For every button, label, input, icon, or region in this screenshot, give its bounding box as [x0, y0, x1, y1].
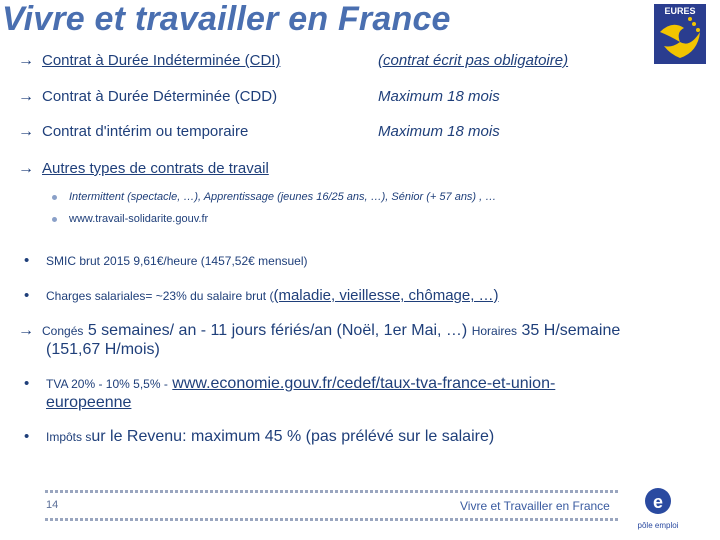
arrow-icon: →: [18, 322, 34, 339]
contract-row-cdd: [18, 88, 277, 106]
impots-line: [46, 428, 494, 446]
arrow-icon: →: [18, 123, 34, 140]
horaires-text: 35 H/semaine: [521, 322, 621, 339]
impots-label: Impôts s: [46, 430, 92, 444]
list-item-text: Intermittent (spectacle, …), Apprentissage (jeunes 16/25 ans, …), Sénior (+ 57 ans) , …: [69, 191, 497, 203]
tva-label: TVA 20% - 10% 5,5% -: [46, 377, 168, 391]
contract-label: Contrat d'intérim ou temporaire: [42, 123, 249, 140]
footer-divider-bottom: [45, 518, 620, 521]
list-item: [52, 213, 208, 225]
tva-link-continued[interactable]: europeenne: [46, 394, 132, 411]
contract-row-interim: [18, 123, 248, 141]
slide-title: Vivre et travailler en France: [2, 0, 451, 38]
list-item: [52, 191, 496, 203]
link-travail-solidarite[interactable]: www.travail-solidarite.gouv.fr: [69, 213, 209, 225]
arrow-icon: →: [18, 88, 34, 105]
other-contracts-label: Autres types de contrats de travail: [42, 160, 269, 177]
eures-logo: [650, 2, 710, 66]
page-number: 14: [46, 499, 59, 511]
arrow-icon: →: [18, 52, 34, 69]
conges-label: Congés: [42, 324, 84, 338]
footer-divider-top: [45, 490, 620, 493]
charges-text: Charges salariales= ~23% du salaire brut (: [46, 289, 274, 303]
contract-detail: Maximum 18 mois: [378, 123, 500, 140]
conges-line: [18, 322, 620, 340]
tva-link[interactable]: www.economie.gouv.fr/cedef/taux-tva-france-et-union-: [172, 375, 556, 392]
charges-line: [46, 287, 499, 305]
horaires-label: Horaires: [471, 324, 518, 338]
footer-brand: Vivre et Travailler en France: [460, 499, 610, 513]
eures-logo-text: EURES: [664, 6, 696, 16]
contract-detail: Maximum 18 mois: [378, 88, 500, 105]
pole-emploi-logo: [636, 484, 682, 536]
bullet-icon: •: [24, 252, 30, 269]
smic-text: SMIC brut 2015 9,61€/heure (1457,52€ mensuel): [46, 254, 308, 268]
tva-line: [46, 375, 555, 393]
charges-detail: (maladie, vieillesse, chômage, …): [273, 287, 499, 304]
bullet-icon: •: [24, 287, 30, 304]
contract-label: Contrat à Durée Indéterminée (CDI): [42, 52, 281, 69]
svg-text:e: e: [652, 492, 664, 512]
conges-text: 5 semaines/ an - 11 jours fériés/an (Noël, 1er Mai, …): [87, 322, 468, 339]
bullet-icon: [52, 195, 57, 200]
contract-label: Contrat à Durée Déterminée (CDD): [42, 88, 278, 105]
impots-text: ur le Revenu: maximum 45 % (pas prélévé sur le salaire): [91, 428, 495, 445]
bullet-icon: •: [24, 428, 30, 445]
horaires-mensuel: (151,67 H/mois): [46, 341, 160, 358]
bullet-icon: [52, 217, 57, 222]
contract-row-cdi: [18, 52, 280, 70]
bullet-icon: •: [24, 375, 30, 392]
pole-emploi-logo-text: pôle emploi: [637, 521, 679, 530]
contract-detail: (contrat écrit pas obligatoire): [378, 52, 569, 69]
other-contracts-heading: [18, 160, 269, 178]
arrow-icon: →: [18, 160, 34, 177]
